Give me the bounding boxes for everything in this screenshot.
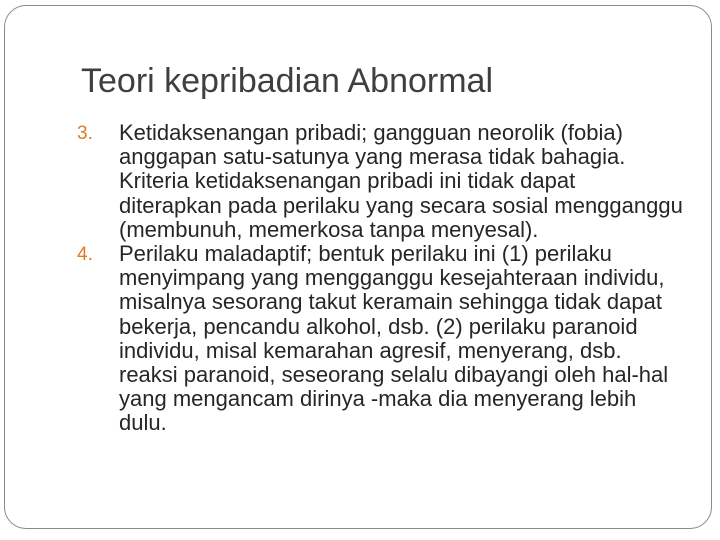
list-item-text: Ketidaksenangan pribadi; gangguan neorolik (fobia) anggapan satu-satunya yang merasa tidak bahagia. Kriteria ketidaksenangan pribadi ini tidak dapat diterapkan pada perilaku yang secara sosial mengganggu (membunuh, memerkosa tanpa menyesal). [119,120,683,242]
slide [4,5,712,529]
slide-title: Teori kepribadian Abnormal [81,62,494,100]
list-item [5,242,684,436]
list-item-text: Perilaku maladaptif; bentuk perilaku ini (1) perilaku menyimpang yang mengganggu kesejahteraan individu, misalnya sesorang takut keramain sehingga tidak dapat bekerja, pencandu alkohol, dsb. (2) perilaku paranoid individu, misal kemarahan agresif, menyerang, dsb. reaksi paranoid, seseorang selalu dibayangi oleh hal-hal yang mengancam dirinya -maka dia menyerang lebih dulu. [119,241,669,436]
list-item [5,121,684,242]
list-item-number: 3. [77,123,93,144]
numbered-list [5,121,712,436]
list-item-number: 4. [77,244,93,266]
